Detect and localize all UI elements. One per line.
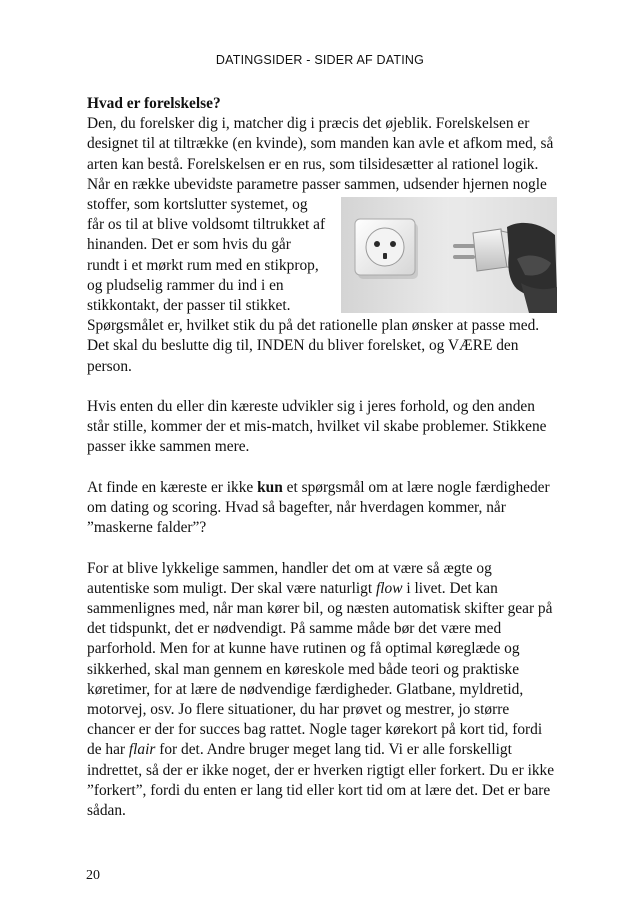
socket-icon (355, 219, 418, 279)
paragraph-3-before: At finde en kæreste er ikke (87, 478, 258, 496)
paragraph-4-italic-flow: flow (375, 579, 403, 597)
running-header: DATINGSIDER - SIDER AF DATING (215, 53, 425, 67)
paragraph-4-italic-flair: flair (128, 741, 156, 759)
paragraph-4-part-c: for det. Andre bruger meget lang tid. Vi er alle forskelligt indrettet, så der er ikke noget, der er hverken rigtigt eller forkert. Du er ikke ”forkert”, fordi du enten er lang tid eller kort tid om at lære det. Det er bare sådan. (87, 741, 555, 820)
plug-socket-image (341, 197, 557, 313)
section-heading: Hvad er forelskelse? (87, 95, 221, 112)
paragraph-4-part-b: i livet. Det kan sammenlignes med, når man kører bil, og næsten automatisk skifter gear på det tidspunkt, det er nødvendigt. På samme måde bør det være med parforhold. Men for at kunne have rutinen og få optimal køreglæde og sikkerhed, skal man gennem en køreskole med både teori og praktiske køretimer, for at lære de nødvendige færdigheder. Glatbane, myldretid, motorvej, osv. Jo flere situationer, du har prøvet og mestrer, jo større chancer er der for succes bag rattet. Nogle tager kørekort på kort tid, fordi de har (87, 579, 553, 759)
paragraph-4-part-a: For at blive lykkelige sammen, handler det om at være så ægte og autentiske som muligt. Der skal være naturligt (87, 559, 492, 597)
paragraph-1-part-b: kortslutter systemet, og får os til at blive voldsomt tiltrukket af hinanden. Det er som hvis du går rundt i et mørkt rum med en stikprop, og pludselig rammer du ind i en stikkontakt, der passer til stikket. Spørgsmålet er, hvilket stik du på det rationelle plan ønsker at passe med. Det skal du beslutte dig til, INDEN du bliver forelsket, og VÆRE den person. (87, 196, 540, 375)
paragraph-4 (87, 559, 557, 822)
paragraph-gap (87, 377, 557, 397)
paragraph-3 (87, 478, 557, 539)
paragraph-1 (87, 114, 557, 377)
paragraph-3-after: et spørgsmål om at lære nogle færdigheder om dating og scoring. Hvad så bagefter, når hverdagen kommer, når ”maskerne falder”? (87, 478, 550, 537)
paragraph-2: Hvis enten du eller din kæreste udvikler sig i jeres forhold, og den anden står stille, kommer der et mis-match, hvilket vil skabe problemer. Stikkene passer ikke sammen mere. (87, 398, 547, 456)
paragraph-3-bold: kun (257, 478, 283, 496)
page-number: 20 (86, 868, 100, 883)
paragraph-gap (87, 538, 557, 558)
paragraph-1-part-a: Den, du forelsker dig i, matcher dig i præcis det øjeblik. Forelskelsen er designet til at tiltrække (en kvinde), som manden kan avle et afkom med, så arten kan bestå. Forelskelsen er en rus, som tilsidesætter al rationel logik. Når en række ubevidste parametre passer sammen, udsender hjernen nogle stoffer, som (87, 115, 554, 214)
paragraph-gap (87, 458, 557, 478)
plug-socket-figure (341, 197, 557, 313)
body-text (87, 94, 557, 821)
